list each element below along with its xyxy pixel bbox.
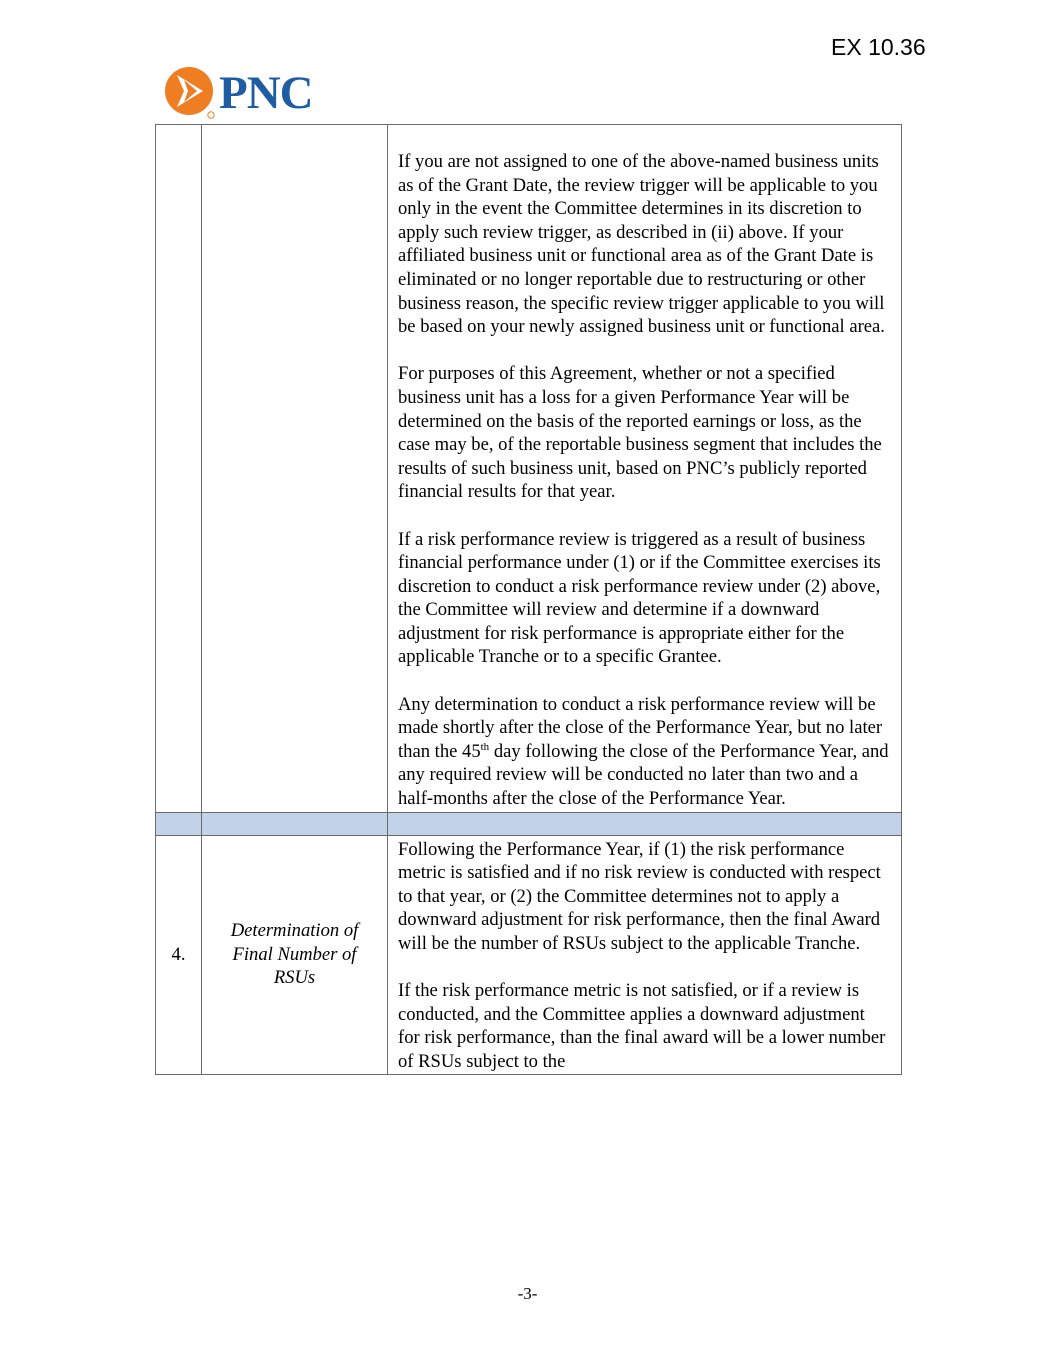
paragraph: For purposes of this Agreement, whether or not a specified business unit has a loss for a given Performance Year will be determined on the basis of the reported earnings or loss, as the case may be, of the reportable business segment that includes the results of such business unit, based on PNC’s publicly reported financial results for that year. (398, 363, 882, 503)
page-number: -3- (517, 1284, 538, 1303)
heading-line: Final Number of (232, 943, 357, 965)
table-row (156, 835, 902, 1074)
body-cell (388, 835, 902, 1074)
heading-line: RSUs (273, 967, 316, 989)
superscript: th (480, 740, 490, 753)
pnc-logo-icon (164, 66, 216, 120)
paragraph: If a risk performance review is triggered as a result of business financial performance under (1) or if the Committee exercises its discretion to conduct a risk performance review under (2) above, the Committee will review and determine if a downward adjustment for risk performance is appropriate either for the applicable Tranche or to a specific Grantee. (398, 528, 881, 668)
table-row (156, 125, 902, 813)
body-cell (388, 125, 902, 813)
pnc-logo (164, 66, 313, 120)
section-number: 4. (156, 835, 202, 1074)
paragraph: If the risk performance metric is not satisfied, or if a review is conducted, and the Committee applies a downward adjustment for risk performance, than the final award will be a lower number of RSUs subject to the (398, 980, 886, 1072)
exhibit-number: EX 10.36 (831, 34, 926, 60)
heading-cell (202, 125, 388, 813)
section-heading (202, 835, 388, 1074)
agreement-table (155, 124, 902, 1075)
text-run: day following the close of the Performance Year, and any required review will be conducted no later than two and a half-months after the close of the Performance Year. (398, 740, 889, 810)
paragraph: Following the Performance Year, if (1) the risk performance metric is satisfied and if no risk review is conducted with respect to that year, or (2) the Committee determines not to apply a downward adjustment for risk performance, then the final Award will be the number of RSUs subject to the applicable Tranche. (398, 838, 881, 954)
text-run: Any determination to conduct a risk performance review will be made shortly after the close of the Performance Year, but no later than the 45 (398, 693, 883, 762)
paragraph (398, 693, 891, 811)
logo-wordmark: PNC (219, 66, 313, 119)
paragraph: If you are not assigned to one of the above-named business units as of the Grant Date, the review trigger will be applicable to you only in the event the Committee determines in its discretion to apply such review trigger, as described in (ii) above. If your affiliated business unit or functional area as of the Grant Date is eliminated or no longer reportable due to restructuring or other business reason, the specific review trigger applicable to you will be based on your newly assigned business unit or functional area. (398, 151, 885, 338)
separator-row (156, 812, 902, 835)
heading-line: Determination of (230, 920, 359, 942)
number-cell (156, 125, 202, 813)
